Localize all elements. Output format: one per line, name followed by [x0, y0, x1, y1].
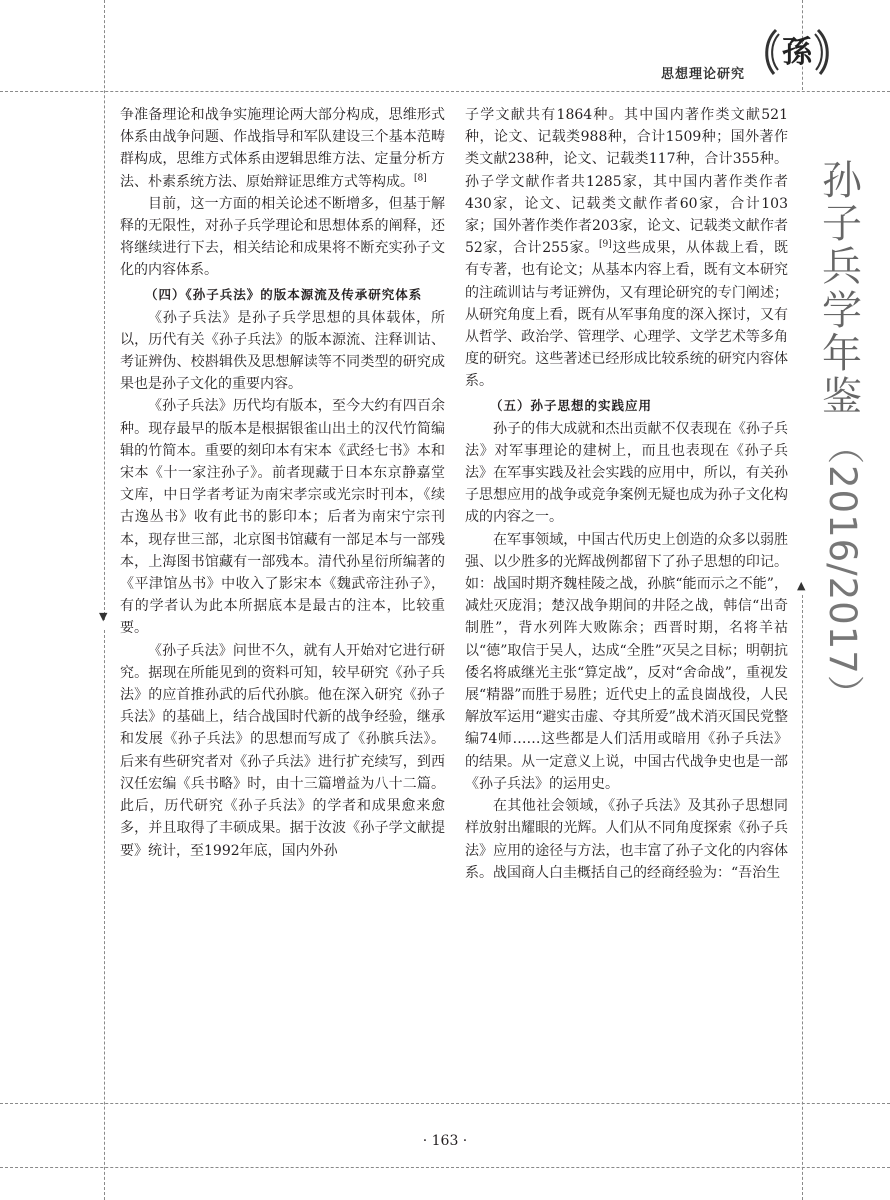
citation-marker: [9] — [599, 239, 612, 250]
paragraph: 在其他社会领域，《孙子兵法》及其孙子思想同样放射出耀眼的光辉。人们从不同角度探索《孙子兵法》应用的途径与方法，也丰富了孙子文化的内容体系。战国商人白圭概括自己的经商经验为：“吾治生 — [465, 798, 788, 881]
page-number: · 163 · — [422, 1133, 468, 1149]
running-section-label: 思想理论研究 — [660, 67, 745, 82]
title-char: 子 — [822, 201, 862, 248]
up-arrow-marker: ▲ — [797, 579, 806, 592]
paragraph: 争准备理论和战争实施理论两大部分构成，思维形式体系由战争问题、作战指导和军队建设三个基本范畴群构成，思维方式体系由逻辑思维方法、定量分析方法、朴素系统方法、原始辩证思维方式等构成。[8] — [120, 107, 445, 190]
paragraph: 子学文献共有1864种。其中国内著作类文献521种，论文、记载类988种，合计1509种；国外著作类文献238种，论文、记载类117种，合计355种。孙子学文献作者共1285家，其中国内著作类作者430家，论文、记载类文献作者60家，合计103家；国外著作类作者203家，论文、记载类文献作者52家，合计255家。[9]这些成果，从体裁上看，既有专著，也有论文；从基本内容上看，既有文本研究的注疏训诂与考证辨伪，又有理论研究的专门阐述；从研究角度上看，既有从军事角度的深入探讨，又有从哲学、政治学、管理学、心理学、文学艺术等多角度的研究。这些著述已经形成比较系统的研究内容体系。 — [465, 107, 788, 390]
title-char: 学 — [822, 287, 862, 334]
title-char: 兵 — [822, 244, 862, 291]
paragraph: 《孙子兵法》是孙子兵学思想的具体载体，所以，历代有关《孙子兵法》的版本源流、注释训诂、考证辨伪、校斟辑佚及思想解读等不同类型的研究成果也是孙子文化的重要内容。 — [120, 309, 445, 393]
paragraph: 目前，这一方面的相关论述不断增多，但基于解释的无限性，对孙子兵学理论和思想体系的阐释，还将继续进行下去，相关结论和成果将不断充实孙子文化的内容体系。 — [120, 195, 445, 279]
paragraph: 孙子的伟大成就和杰出贡献不仅表现在《孙子兵法》对军事理论的建树上，而且也表现在《孙子兵法》在军事实践及社会实践的应用中，所以，有关孙子思想应用的战争或竞争案例无疑也成为孙子文化构成的内容之一。 — [465, 420, 788, 526]
left-text-column — [120, 104, 445, 1104]
section-heading: （四）《孙子兵法》的版本源流及传承研究体系 — [145, 286, 423, 302]
left-margin-rule-lower — [104, 630, 105, 1200]
right-margin-rule-lower — [802, 595, 803, 1200]
left-margin-rule — [104, 0, 105, 620]
title-year: （2016/2017） — [820, 427, 864, 713]
title-char: 年 — [822, 330, 862, 377]
citation-marker: [8] — [414, 172, 427, 183]
section-heading: （五）孙子思想的实践应用 — [490, 397, 653, 413]
yearbook-vertical-title — [816, 158, 868, 713]
paragraph: 《孙子兵法》问世不久，就有人开始对它进行研究。据现在所能见到的资料可知，较早研究《孙子兵法》的应首推孙武的后代孙膑。他在深入研究《孙子兵法》的基础上，结合战国时代新的战争经验，继承和发展《孙子兵法》的思想而写成了《孙膑兵法》。后来有些研究者对《孙子兵法》进行扩充续写，到西汉任宏编《兵书略》时，由十三篇增益为八十二篇。此后，历代研究《孙子兵法》的学者和成果愈来愈多，并且取得了丰硕成果。据于汝波《孙子学文献提要》统计，至1992年底，国内外孙 — [120, 642, 445, 859]
paragraph: 在军事领域，中国古代历史上创造的众多以弱胜强、以少胜多的光辉战例都留下了孙子思想的印记。如：战国时期齐魏桂陵之战，孙膑“能而示之不能”，减灶灭庞涓；楚汉战争期间的井陉之战，韩信“出奇制胜”，背水列阵大败陈余；西晋时期，名将羊祜以“德”取信于吴人，达成“全胜”灭吴之目标；明朝抗倭名将戚继光主张“算定战”，反对“舍命战”，重视发展“精器”而胜于易胜；近代史上的孟良崮战役，人民解放军运用“避实击虚、夺其所爱”战术消灭国民党整编74师……这些都是人们活用或暗用《孙子兵法》的结果。从一定意义上说，中国古代战争史也是一部《孙子兵法》的运用史。 — [465, 531, 788, 792]
bottom-rule — [0, 1167, 890, 1168]
title-char: 孙 — [822, 158, 862, 204]
down-arrow-marker: ▼ — [99, 610, 108, 623]
title-char: 鉴 — [822, 373, 862, 420]
paragraph: 《孙子兵法》历代均有版本，至今大约有四百余种。现存最早的版本是根据银雀山出土的汉代竹简编辑的竹简本。重要的刻印本有宋本《武经七书》本和宋本《十一家注孙子》。前者现藏于日本东京静嘉堂文库，中日学者考证为南宋孝宗或光宗时刊本，《续古逸丛书》收有此书的影印本；后者为南宋宁宗刊本，现存世三部，北京图书馆藏有一部足本与一部残本，上海图书馆藏有一部残本。清代孙星衍所编著的《平津馆丛书》中收入了影宋本《魏武帝注孙子》，有的学者认为此本所据底本是最古的注本，比较重要。 — [120, 398, 445, 637]
stylized-seal-logo-icon — [762, 22, 832, 82]
header-rule — [0, 91, 890, 92]
logo-glyph: 孫 — [782, 35, 812, 70]
right-text-column — [465, 104, 788, 1104]
